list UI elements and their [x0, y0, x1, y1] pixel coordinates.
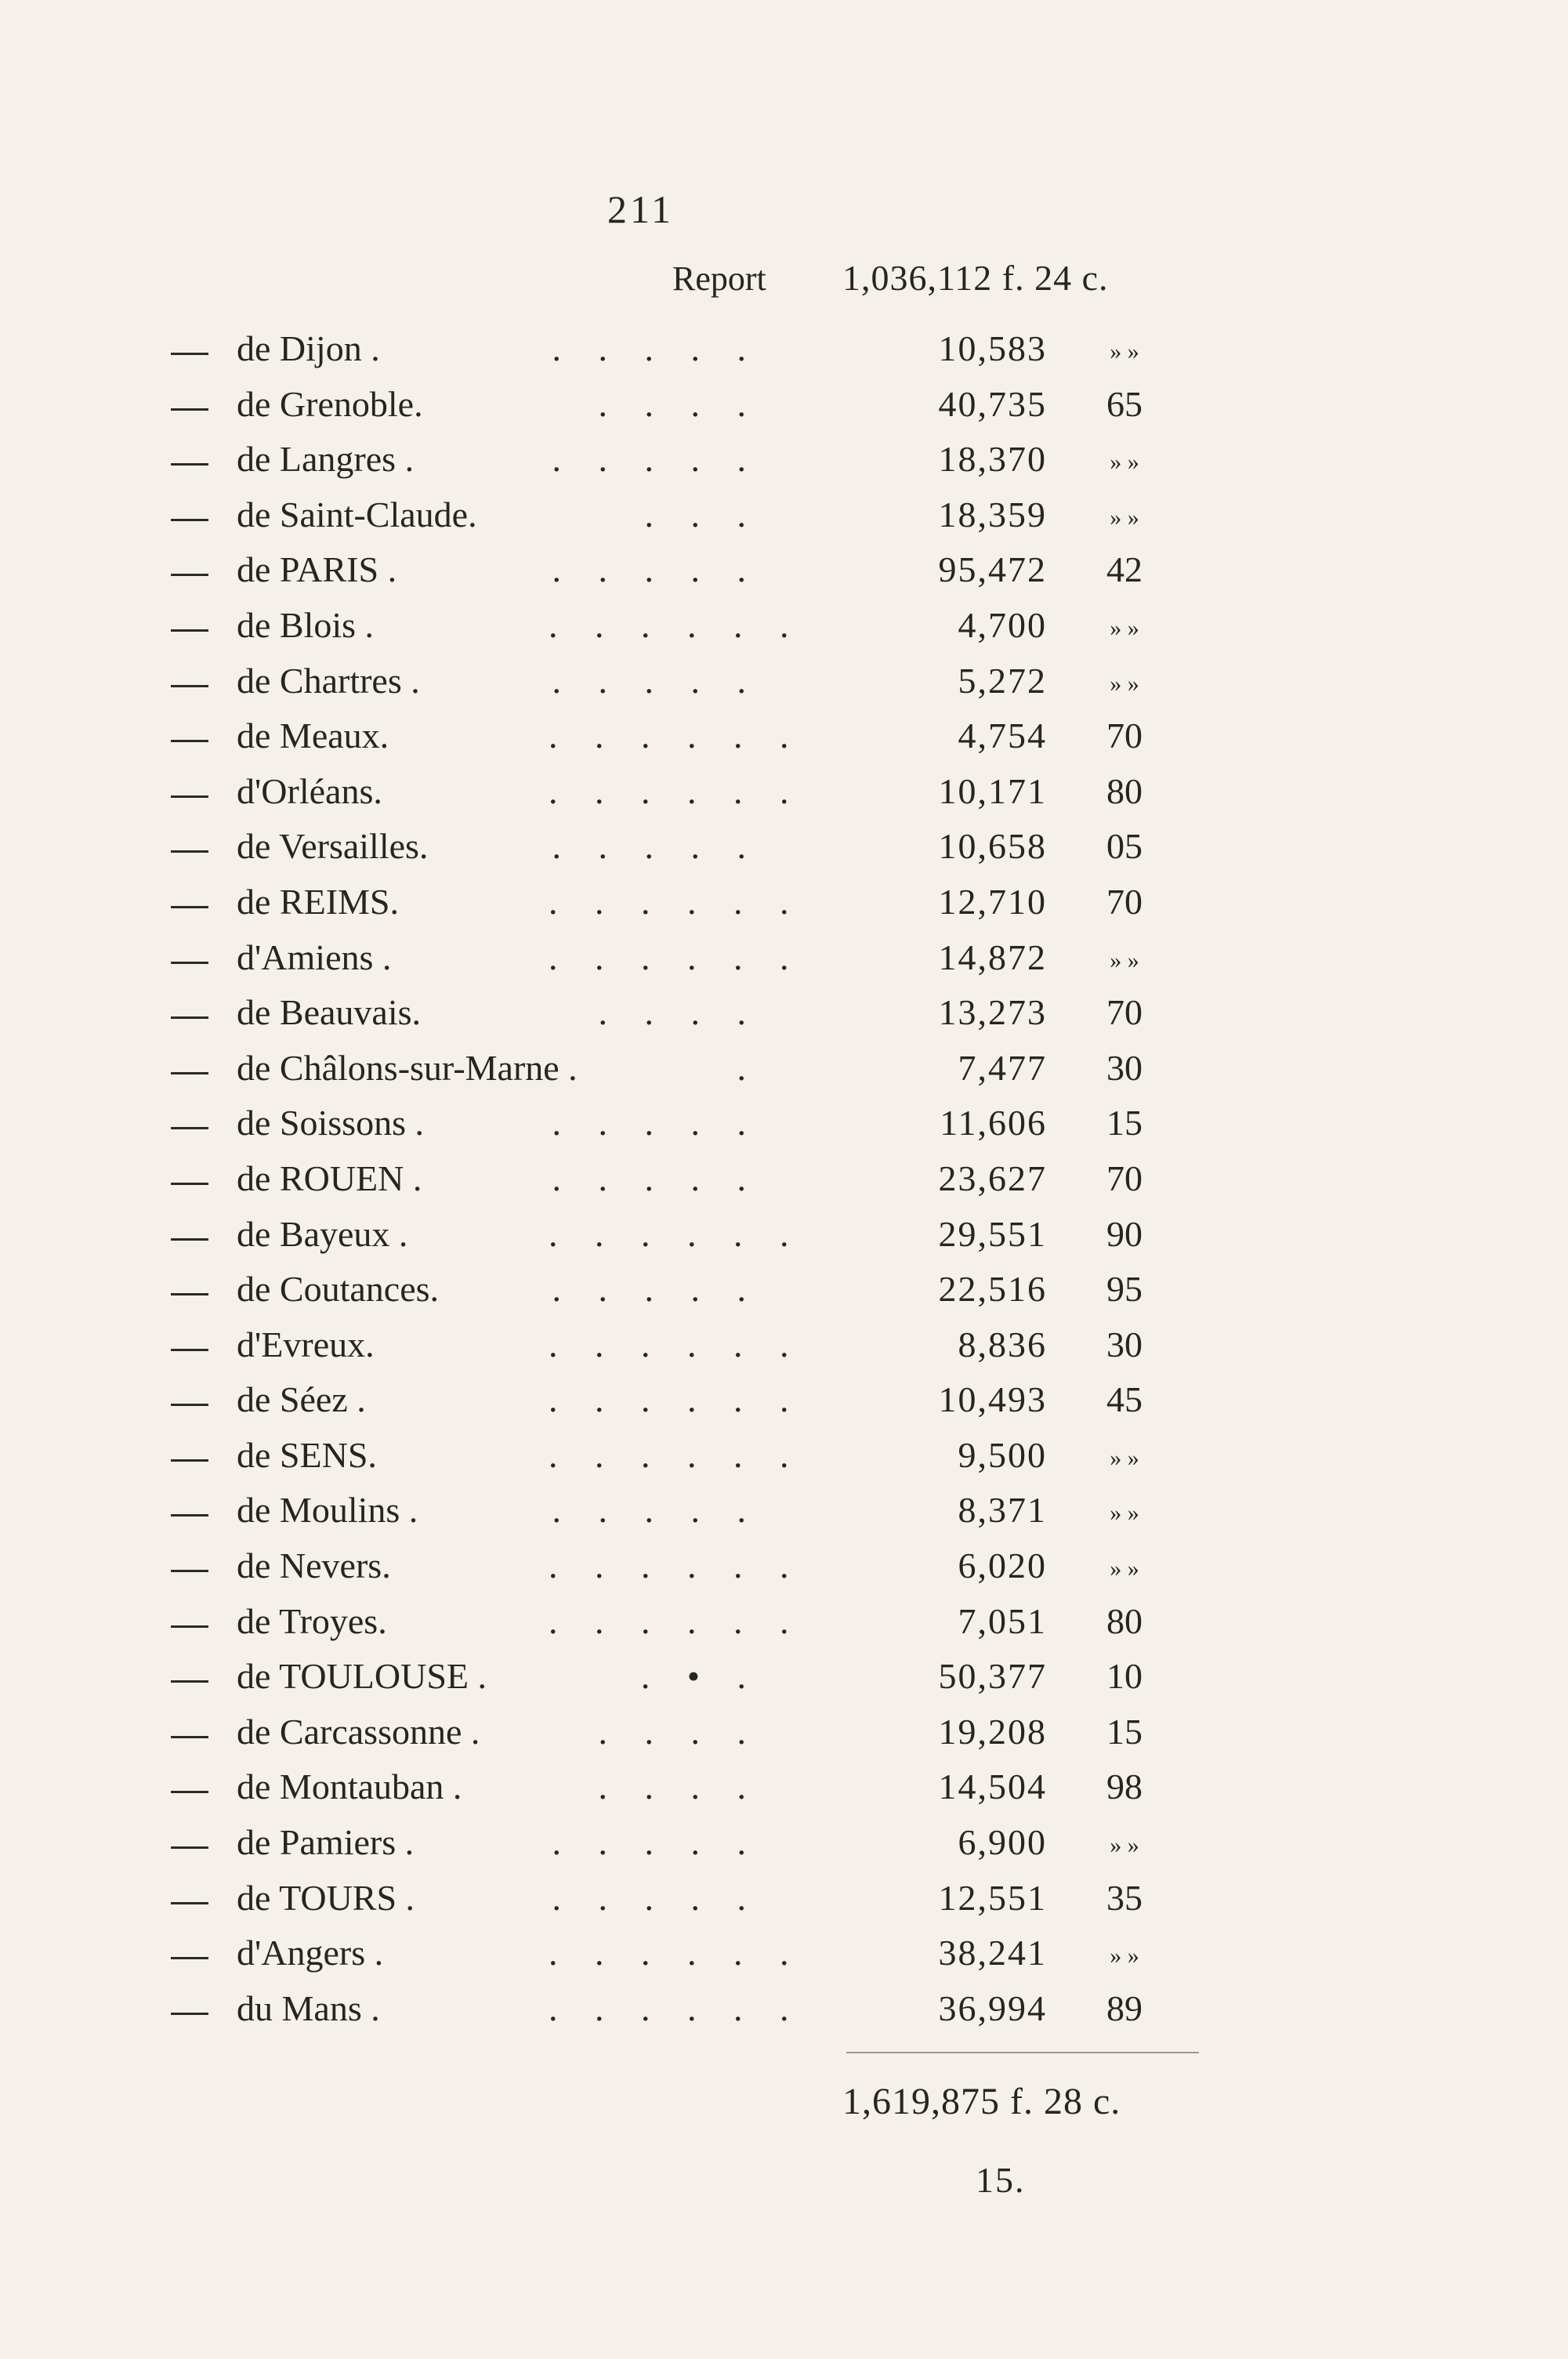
row-cents: 65 — [1106, 383, 1143, 424]
row-cents: 70 — [1106, 992, 1143, 1033]
row-cents: 98 — [1106, 1767, 1143, 1807]
ledger-row — [0, 1377, 1568, 1433]
row-leader-dots: . . . . . . — [549, 1600, 803, 1641]
row-amount: 14,504 — [938, 1767, 1047, 1807]
row-cents: » » — [1110, 339, 1139, 364]
row-amount: 10,171 — [938, 770, 1047, 811]
row-label: de Coutances. — [237, 1269, 440, 1310]
row-label: de TOULOUSE . — [237, 1656, 487, 1697]
row-cents: 70 — [1106, 1158, 1143, 1198]
report-amount: 1,036,112 f. 24 c. — [842, 258, 1109, 298]
row-label: de Meaux. — [237, 716, 389, 756]
row-label: du Mans . — [237, 1988, 380, 2028]
row-leader-dots: . . . . . — [552, 549, 760, 590]
row-label: de Châlons-sur-Marne . — [237, 1047, 578, 1088]
row-leader-dots: . . . . — [598, 992, 760, 1033]
row-dash — [171, 1680, 208, 1683]
row-amount: 7,051 — [958, 1600, 1047, 1641]
row-dash — [171, 1459, 208, 1462]
ledger-row — [0, 1100, 1568, 1156]
ledger-row — [0, 1045, 1568, 1101]
row-dash — [171, 795, 208, 798]
row-label: de Pamiers . — [237, 1822, 415, 1863]
row-dash — [171, 1791, 208, 1793]
ledger-row — [0, 1986, 1568, 2042]
row-cents: 05 — [1106, 826, 1143, 867]
row-label: de Moulins . — [237, 1490, 418, 1531]
row-cents: 10 — [1106, 1656, 1143, 1697]
row-dash — [171, 740, 208, 742]
signature-mark: 15. — [976, 2160, 1026, 2200]
ledger-row — [0, 658, 1568, 714]
row-amount: 40,735 — [938, 383, 1047, 424]
row-cents: 95 — [1106, 1269, 1143, 1310]
ledger-row — [0, 1266, 1568, 1322]
ledger-row — [0, 382, 1568, 437]
row-cents: 30 — [1106, 1324, 1143, 1364]
row-amount: 29,551 — [938, 1213, 1047, 1254]
row-cents: 89 — [1106, 1988, 1143, 2028]
row-dash — [171, 1072, 208, 1074]
row-dash — [171, 1238, 208, 1241]
row-cents: » » — [1110, 449, 1139, 476]
ledger-row — [0, 1764, 1568, 1820]
row-cents: » » — [1110, 947, 1139, 973]
row-leader-dots: . — [737, 1047, 760, 1088]
row-amount: 4,754 — [958, 716, 1047, 756]
row-amount: 50,377 — [938, 1656, 1047, 1697]
row-label: de Séez . — [237, 1379, 366, 1420]
row-dash — [171, 1127, 208, 1129]
row-amount: 6,020 — [958, 1545, 1047, 1586]
row-dash — [171, 1183, 208, 1185]
row-leader-dots: . . . . . — [552, 1877, 760, 1918]
ledger-row — [0, 990, 1568, 1045]
row-amount: 11,606 — [940, 1103, 1047, 1143]
row-dash — [171, 685, 208, 687]
row-label: de ROUEN . — [237, 1158, 422, 1198]
ledger-row — [0, 492, 1568, 548]
row-dash — [171, 1293, 208, 1295]
row-label: de Versailles. — [237, 826, 429, 867]
row-amount: 10,658 — [938, 826, 1047, 867]
row-dash — [171, 1016, 208, 1019]
row-dash — [171, 1846, 208, 1849]
row-leader-dots: . . . . . . — [549, 1933, 803, 1973]
ledger-row — [0, 1654, 1568, 1709]
row-label: de Dijon . — [237, 328, 380, 368]
report-label: Report — [672, 259, 766, 298]
row-cents: 45 — [1106, 1379, 1143, 1420]
total-amount: 1,619,875 f. 28 c. — [842, 2081, 1121, 2122]
row-leader-dots: . . . . . . — [549, 937, 803, 977]
ledger-row — [0, 1599, 1568, 1654]
row-cents: » » — [1110, 1832, 1139, 1859]
row-cents: » » — [1110, 614, 1139, 641]
ledger-rows — [0, 326, 1568, 2041]
ledger-row — [0, 1156, 1568, 1212]
row-dash — [171, 353, 208, 355]
row-leader-dots: . . . . . — [552, 660, 760, 701]
row-leader-dots: . . . . . — [552, 1103, 760, 1143]
row-label: de Soissons . — [237, 1103, 424, 1143]
ledger-row — [0, 713, 1568, 769]
row-amount: 19,208 — [938, 1711, 1047, 1752]
row-label: de Grenoble. — [237, 383, 423, 424]
total-rule — [846, 2052, 1199, 2053]
page-number: 211 — [607, 187, 675, 231]
row-label: de Nevers. — [237, 1545, 391, 1586]
row-dash — [171, 574, 208, 576]
row-label: de Carcassonne . — [237, 1711, 480, 1752]
row-cents: » » — [1110, 1500, 1139, 1527]
row-label: d'Angers . — [237, 1933, 384, 1973]
ledger-row — [0, 1875, 1568, 1931]
row-cents: » » — [1110, 1556, 1139, 1582]
ledger-row — [0, 769, 1568, 824]
row-amount: 9,500 — [958, 1434, 1047, 1475]
row-leader-dots: . . . . . . — [549, 716, 803, 756]
row-leader-dots: . . . . . . — [549, 770, 803, 811]
row-amount: 38,241 — [938, 1933, 1047, 1973]
row-dash — [171, 2013, 208, 2015]
row-dash — [171, 1957, 208, 1959]
row-cents: 90 — [1106, 1213, 1143, 1254]
row-dash — [171, 1570, 208, 1572]
row-leader-dots: . . . . — [598, 1711, 760, 1752]
row-label: de TOURS . — [237, 1877, 415, 1918]
row-cents: 70 — [1106, 716, 1143, 756]
row-dash — [171, 463, 208, 466]
row-cents: 15 — [1106, 1103, 1143, 1143]
ledger-row — [0, 437, 1568, 492]
row-cents: 70 — [1106, 881, 1143, 922]
row-dash — [171, 962, 208, 964]
row-leader-dots: . . . . . — [552, 439, 760, 480]
row-dash — [171, 906, 208, 908]
ledger-row — [0, 603, 1568, 658]
row-amount: 95,472 — [938, 549, 1047, 590]
row-leader-dots: . . . . . . — [549, 1988, 803, 2028]
row-cents: 30 — [1106, 1047, 1143, 1088]
row-dash — [171, 1625, 208, 1628]
row-label: de Blois . — [237, 604, 375, 645]
row-label: de Troyes. — [237, 1600, 387, 1641]
row-leader-dots: . . . . . . — [549, 1545, 803, 1586]
ledger-row — [0, 1930, 1568, 1986]
row-leader-dots: . . . . . — [552, 328, 760, 368]
row-dash — [171, 1514, 208, 1516]
ledger-row — [0, 1433, 1568, 1488]
row-leader-dots: . . . . — [598, 383, 760, 424]
row-amount: 8,836 — [958, 1324, 1047, 1364]
row-cents: 42 — [1106, 549, 1143, 590]
ledger-row — [0, 1543, 1568, 1599]
ledger-row — [0, 1488, 1568, 1543]
row-leader-dots: . . . . . . — [549, 1434, 803, 1475]
ledger-row — [0, 935, 1568, 991]
row-leader-dots: . . . . . — [552, 1158, 760, 1198]
row-label: d'Evreux. — [237, 1324, 375, 1364]
row-amount: 18,370 — [938, 439, 1047, 480]
row-leader-dots: . . . . . . — [549, 1213, 803, 1254]
row-amount: 18,359 — [938, 494, 1047, 534]
row-amount: 10,493 — [938, 1379, 1047, 1420]
row-amount: 14,872 — [938, 937, 1047, 977]
row-leader-dots: . . . . . . — [549, 604, 803, 645]
row-cents: » » — [1110, 1444, 1139, 1471]
row-label: de Saint-Claude. — [237, 494, 477, 534]
row-cents: » » — [1110, 504, 1139, 531]
ledger-row — [0, 1709, 1568, 1765]
row-dash — [171, 1902, 208, 1904]
row-cents: » » — [1110, 670, 1139, 697]
ledger-row — [0, 547, 1568, 603]
row-cents: 15 — [1106, 1711, 1143, 1752]
ledger-row — [0, 824, 1568, 879]
row-amount: 8,371 — [958, 1490, 1047, 1531]
row-dash — [171, 519, 208, 521]
row-cents: 80 — [1106, 770, 1143, 811]
row-amount: 6,900 — [958, 1822, 1047, 1863]
row-leader-dots: . . . . . — [552, 1490, 760, 1531]
row-amount: 10,583 — [938, 328, 1047, 368]
row-dash — [171, 1736, 208, 1738]
row-dash — [171, 1349, 208, 1351]
row-label: de Beauvais. — [237, 992, 422, 1033]
row-label: de REIMS. — [237, 881, 399, 922]
row-leader-dots: . . . . . — [552, 826, 760, 867]
row-label: de SENS. — [237, 1434, 377, 1475]
row-amount: 5,272 — [958, 660, 1047, 701]
row-leader-dots: . . . . . . — [549, 881, 803, 922]
row-cents: 35 — [1106, 1877, 1143, 1918]
row-amount: 4,700 — [958, 604, 1047, 645]
row-amount: 36,994 — [938, 1988, 1047, 2028]
row-leader-dots: . . . . . . — [549, 1379, 803, 1420]
row-cents: 80 — [1106, 1600, 1143, 1641]
row-amount: 12,551 — [938, 1877, 1047, 1918]
row-amount: 7,477 — [958, 1047, 1047, 1088]
row-label: d'Orléans. — [237, 770, 382, 811]
row-leader-dots: . . . . — [598, 1767, 760, 1807]
row-label: de Montauban . — [237, 1767, 462, 1807]
row-label: de Bayeux . — [237, 1213, 408, 1254]
row-amount: 22,516 — [938, 1269, 1047, 1310]
row-leader-dots: . . . . . — [552, 1822, 760, 1863]
row-label: de Chartres . — [237, 660, 420, 701]
row-leader-dots: . . . . . — [552, 1269, 760, 1310]
row-amount: 23,627 — [938, 1158, 1047, 1198]
row-label: d'Amiens . — [237, 937, 392, 977]
ledger-row — [0, 1820, 1568, 1875]
row-leader-dots: . . . . . . — [549, 1324, 803, 1364]
row-dash — [171, 408, 208, 411]
row-leader-dots: . • . — [640, 1656, 760, 1697]
row-amount: 12,710 — [938, 881, 1047, 922]
ledger-row — [0, 1212, 1568, 1267]
ledger-row — [0, 879, 1568, 935]
row-amount: 13,273 — [938, 992, 1047, 1033]
row-dash — [171, 850, 208, 853]
ledger-row — [0, 326, 1568, 382]
row-label: de Langres . — [237, 439, 415, 480]
ledger-row — [0, 1322, 1568, 1378]
row-dash — [171, 629, 208, 632]
row-dash — [171, 1404, 208, 1406]
row-cents: » » — [1110, 1943, 1139, 1969]
row-leader-dots: . . . — [644, 494, 760, 534]
row-label: de PARIS . — [237, 549, 397, 590]
